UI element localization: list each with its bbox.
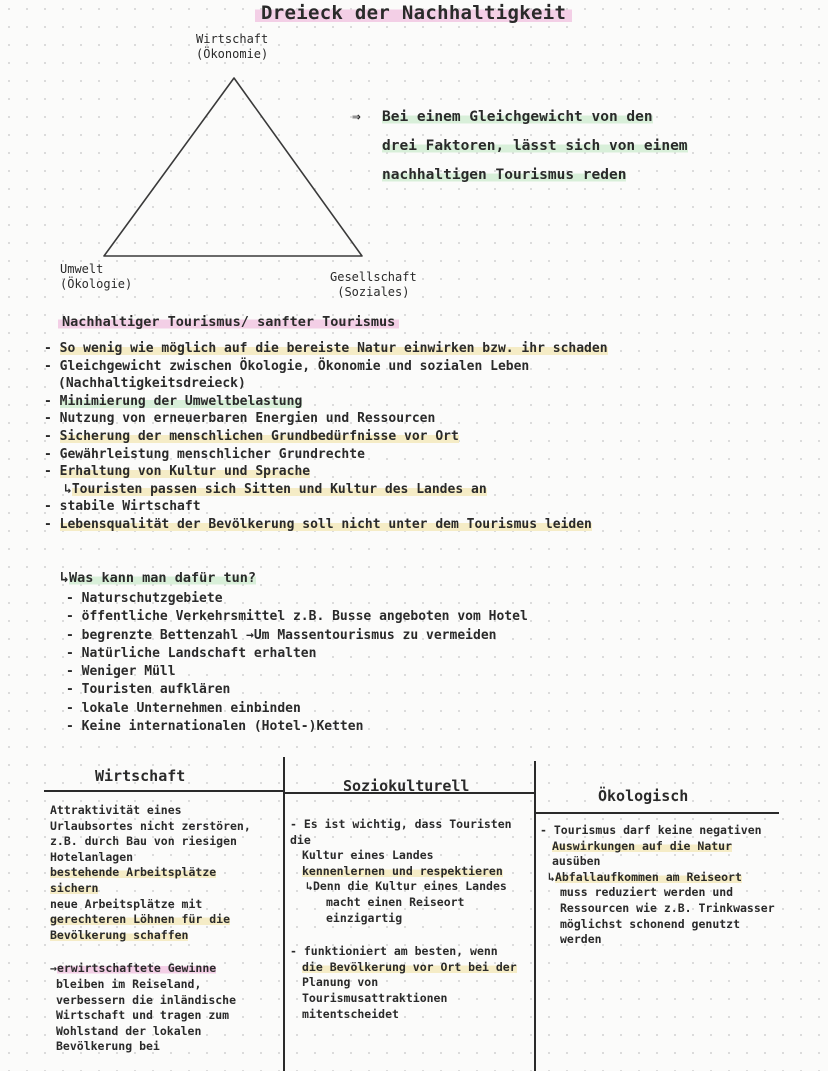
list-item: - Nutzung von erneuerbaren Energien und Ressourcen (44, 410, 608, 428)
column-ecological: - Tourismus darf keine negativen Auswirkungen auf die Natur ausüben ↳Abfallaufkommen am Reiseort muss reduziert werden und Ressourcen wie z.B. Trinkwasser möglichst schonend genutzt werden (540, 823, 775, 947)
return-arrow-icon: ↳ (306, 879, 313, 894)
page-title (255, 2, 572, 24)
triangle-label-environment-sub: (Ökologie) (60, 277, 133, 291)
question-text: Was kann man dafür tun? (69, 570, 256, 586)
column-divider (283, 757, 285, 1071)
sustainability-triangle (100, 75, 366, 261)
triangle-shape (104, 78, 362, 256)
list-item: - Sicherung der menschlichen Grundbedürfnisse vor Ort (44, 428, 608, 446)
list-item: - So wenig wie möglich auf die bereiste Natur einwirken bzw. ihr schaden (44, 340, 608, 358)
measures-list (66, 590, 528, 736)
column-sociocultural: - Es ist wichtig, dass Touristen die Kultur eines Landes kennenlernen und respektieren ↳Denn die Kultur eines Landes macht einen Reiseort einzigartig - funktioniert am besten, wenn die Bevölkerung vor Ort bei der Planung von Tourismusattraktionen mitentscheidet (290, 817, 517, 1021)
column-economy: Attraktivität eines Urlaubsortes nicht zerstören, z.B. durch Bau von riesigen Hotelanlagen bestehende Arbeitsplätze sichern neue Arbeitsplätze mit gerechteren Löhnen für die Bevölkerung schaffen →erwirtschaftete Gewinne bleiben im Reiseland, verbessern die inländische Wirtschaft und tragen zum Wohlstand der lokalen Bevölkerung bei (50, 803, 251, 1054)
header-underline (535, 812, 779, 814)
conclusion-line-3: nachhaltigen Tourismus reden (382, 167, 627, 183)
triangle-label-society (330, 270, 417, 300)
conclusion-line-1: ⇒ Bei einem Gleichgewicht von den (352, 103, 688, 132)
return-arrow-icon: ↳ (548, 869, 555, 884)
triangle-label-environment-name: Umwelt (60, 262, 104, 276)
list-item: - lokale Unternehmen einbinden (66, 700, 528, 718)
conclusion-line-2: drei Faktoren, lässt sich von einem (382, 138, 688, 154)
column-heading-economy: Wirtschaft (95, 767, 186, 785)
list-item: - Erhaltung von Kultur und Sprache (44, 463, 608, 481)
column-heading-ecological: Ökologisch (598, 787, 689, 805)
list-item: - Gewährleistung menschlicher Grundrechte (44, 446, 608, 464)
list-item: - begrenzte Bettenzahl →Um Massentourismus zu vermeiden (66, 627, 528, 645)
list-item: - Naturschutzgebiete (66, 590, 528, 608)
triangle-label-economy-name: Wirtschaft (196, 32, 269, 46)
list-item: - Natürliche Landschaft erhalten (66, 645, 528, 663)
dimensions-table (0, 755, 828, 1071)
double-arrow-icon: ⇒ (352, 109, 361, 125)
list-item: - Keine internationalen (Hotel-)Ketten (66, 718, 528, 736)
page-title-text: Dreieck der Nachhaltigkeit (255, 2, 572, 24)
triangle-label-society-name: Gesellschaft (330, 270, 417, 284)
return-arrow-icon: ↳ (60, 568, 70, 586)
list-item: - Gleichgewicht zwischen Ökologie, Ökonomie und sozialen Leben (44, 358, 608, 376)
list-subitem: ↳ Touristen passen sich Sitten und Kultur des Landes an (44, 481, 608, 499)
list-item: - öffentliche Verkehrsmittel z.B. Busse angeboten vom Hotel (66, 608, 528, 626)
list-item: (Nachhaltigkeitsdreieck) (58, 376, 246, 392)
triangle-label-environment (60, 262, 132, 292)
section-heading-text: Nachhaltiger Tourismus/ sanfter Tourismus (58, 314, 399, 330)
header-underline (44, 790, 284, 792)
sustainable-tourism-list (44, 340, 608, 534)
triangle-label-economy (196, 32, 268, 62)
list-item: - Minimierung der Umweltbelastung (44, 393, 608, 411)
arrow-icon: → (50, 961, 57, 976)
question-heading (60, 568, 256, 586)
column-heading-sociocultural: Soziokulturell (343, 777, 470, 795)
section-heading (58, 314, 399, 330)
list-item: - Weniger Müll (66, 663, 528, 681)
list-item: - Touristen aufklären (66, 681, 528, 699)
triangle-label-society-sub: (Soziales) (337, 285, 410, 299)
conclusion-block (352, 103, 688, 190)
list-item: - stabile Wirtschaft (44, 498, 608, 516)
list-item: - Lebensqualität der Bevölkerung soll nicht unter dem Tourismus leiden (44, 516, 608, 534)
triangle-label-economy-sub: (Ökonomie) (196, 47, 269, 61)
column-divider (534, 761, 536, 1071)
